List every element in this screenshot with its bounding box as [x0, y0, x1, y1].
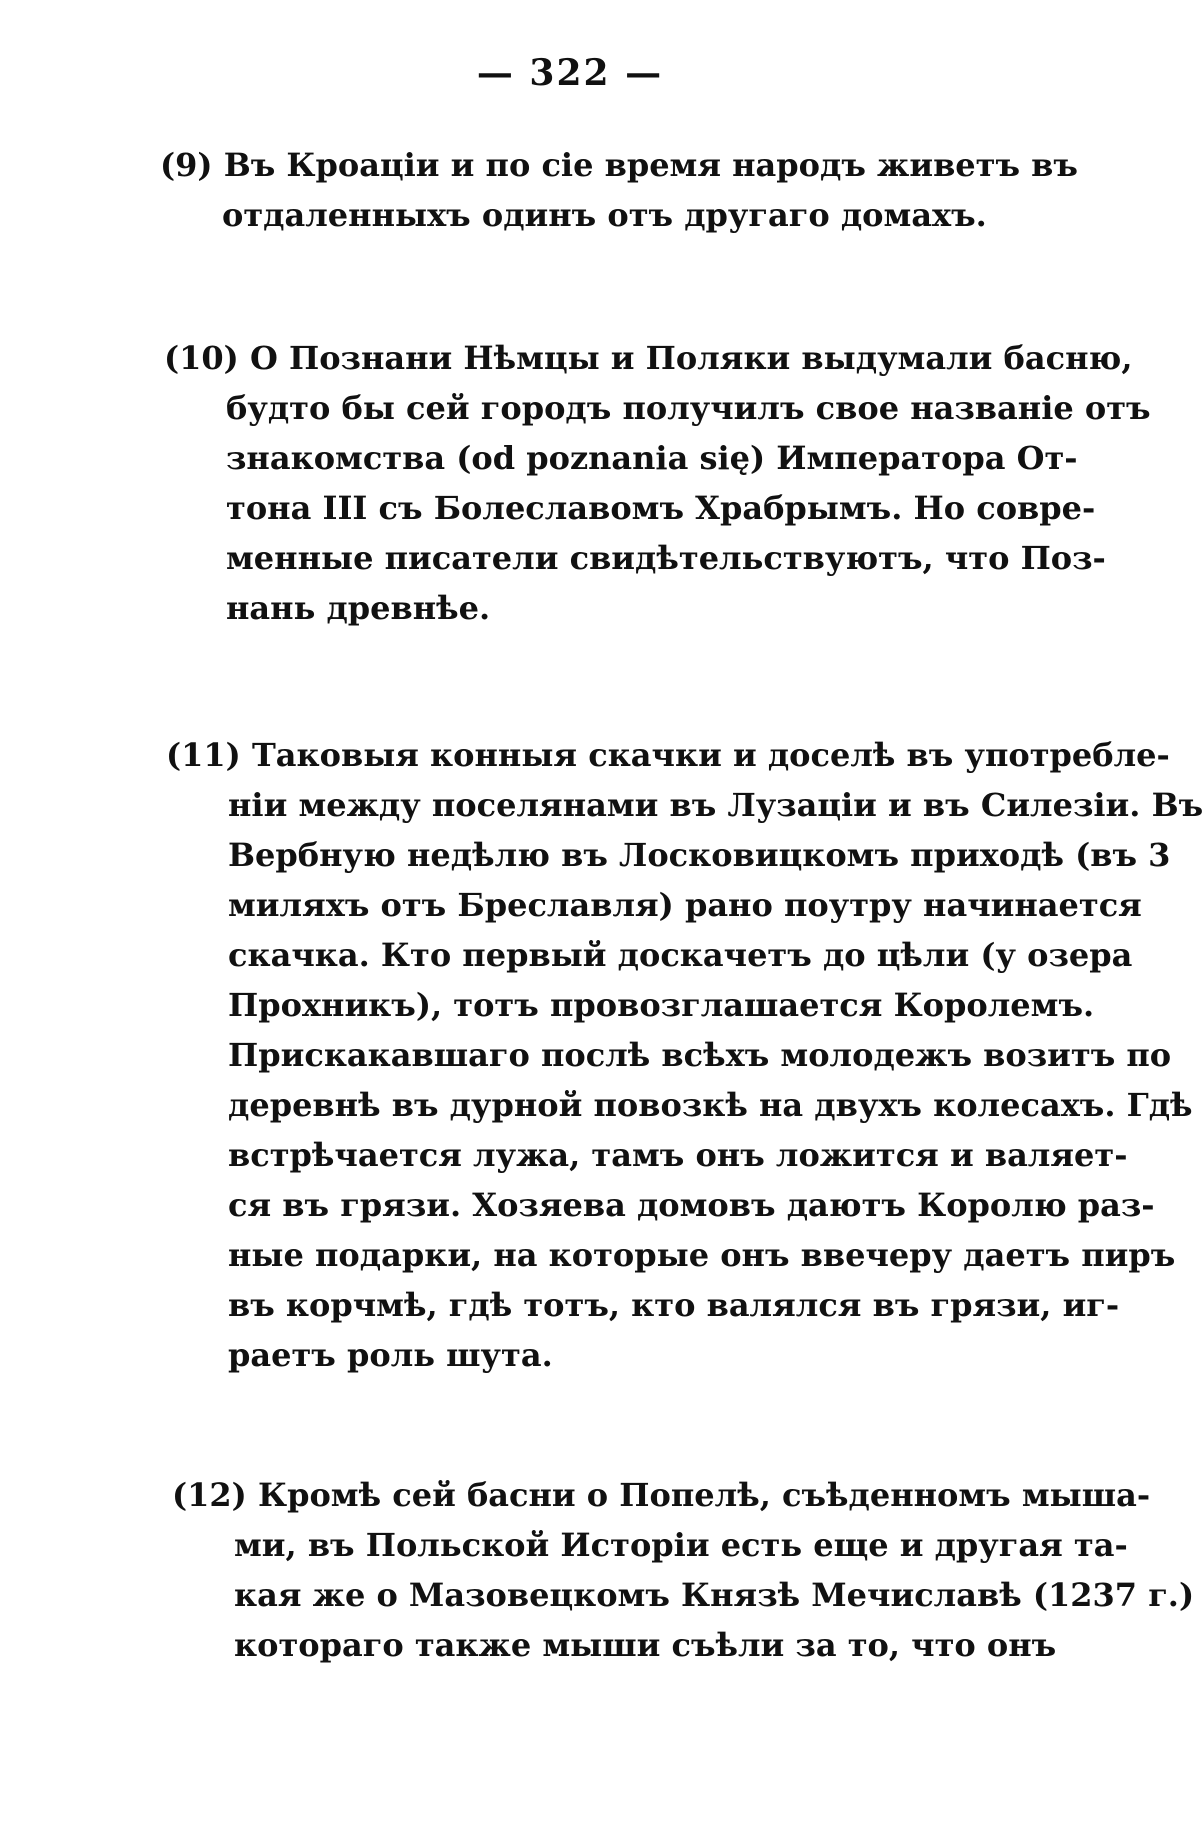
footnote-line: скачка. Кто первый доскачетъ до цѣли (у озера: [228, 936, 1133, 974]
footnote-line: будто бы сей городъ получилъ свое названіе отъ: [226, 389, 1151, 427]
footnote-line: Прискакавшаго послѣ всѣхъ молодежъ возитъ по: [228, 1036, 1172, 1074]
footnote-line: раетъ роль шута.: [228, 1336, 553, 1374]
footnote-11: [166, 730, 1203, 1380]
footnote-line: (9) Въ Кроаціи и по сіе время народъ живетъ въ: [160, 146, 1078, 184]
footnote-line: ніи между поселянами въ Лузаціи и въ Силезіи. Въ: [228, 786, 1203, 824]
footnote-line: деревнѣ въ дурной повозкѣ на двухъ колесахъ. Гдѣ: [228, 1086, 1193, 1124]
footnote-line: кая же о Мазовецкомъ Князѣ Мечиславѣ (1237 г.): [234, 1576, 1195, 1614]
footnote-line: знакомства (od poznania się) Императора От-: [226, 439, 1078, 477]
footnote-line: тона III съ Болеславомъ Храбрымъ. Но совре-: [226, 489, 1096, 527]
footnote-line: отдаленныхъ одинъ отъ другаго домахъ.: [222, 196, 987, 234]
footnote-line: котораго также мыши съѣли за то, что онъ: [234, 1626, 1057, 1664]
footnote-line: миляхъ отъ Бреславля) рано поутру начинается: [228, 886, 1142, 924]
footnote-10: [164, 333, 1151, 633]
footnote-12: [172, 1470, 1195, 1670]
footnote-9: [160, 140, 1078, 240]
footnote-line: встрѣчается лужа, тамъ онъ ложится и валяет-: [228, 1136, 1128, 1174]
page-number: — 322 —: [476, 52, 664, 94]
footnote-line: (12) Кромѣ сей басни о Попелѣ, съѣденномъ мыша-: [172, 1476, 1151, 1514]
footnote-line: (10) О Познани Нѣмцы и Поляки выдумали басню,: [164, 339, 1133, 377]
footnote-line: Вербную недѣлю въ Лосковицкомъ приходѣ (въ 3: [228, 836, 1171, 874]
footnote-line: (11) Таковыя конныя скачки и доселѣ въ употребле-: [166, 736, 1170, 774]
footnote-line: Прохникъ), тотъ провозглашается Королемъ.: [228, 986, 1095, 1024]
footnote-line: нань древнѣе.: [226, 589, 491, 627]
footnote-line: ные подарки, на которые онъ ввечеру даетъ пиръ: [228, 1236, 1176, 1274]
footnote-line: менные писатели свидѣтельствуютъ, что Поз-: [226, 539, 1106, 577]
footnote-line: въ корчмѣ, гдѣ тотъ, кто валялся въ грязи, иг-: [228, 1286, 1120, 1324]
footnote-line: ми, въ Польской Исторіи есть еще и другая та-: [234, 1526, 1128, 1564]
footnote-line: ся въ грязи. Хозяева домовъ даютъ Королю раз-: [228, 1186, 1155, 1224]
